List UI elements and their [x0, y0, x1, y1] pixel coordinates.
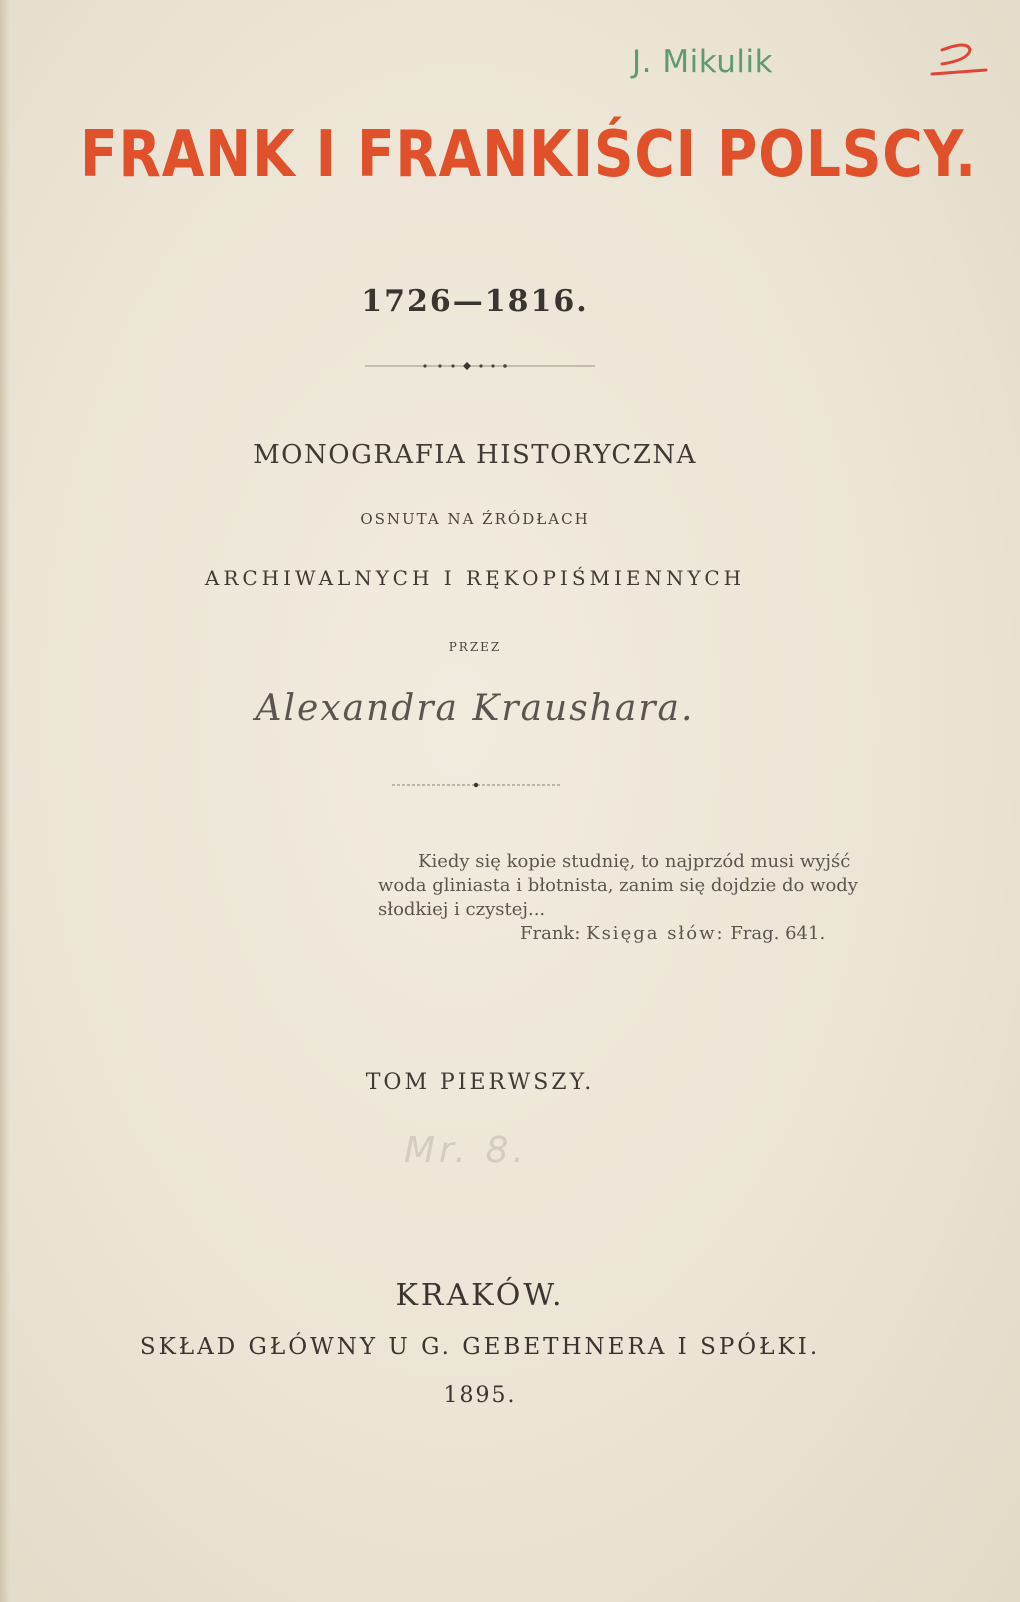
date-range: 1726—1816.	[361, 284, 589, 319]
subtitle-archives: ARCHIWALNYCH I RĘKOPIŚMIENNYCH	[204, 566, 746, 590]
epigraph-source	[378, 922, 898, 946]
epigraph	[378, 850, 898, 946]
red-pencil-mark	[928, 40, 990, 90]
epigraph-source-name: Frank:	[520, 923, 581, 944]
epigraph-line-2: woda gliniasta i błotnista, zanim się dojdzie do wody	[378, 875, 858, 896]
by-label: PRZEZ	[448, 640, 502, 654]
ornament-divider-top	[365, 359, 595, 373]
book-title: FRANK I FRANKIŚCI POLSCY.	[80, 118, 977, 192]
epigraph-source-book: Księga słów:	[586, 923, 725, 944]
pencil-annotation: Mr. 8.	[404, 1130, 528, 1171]
subtitle-monograph: MONOGRAFIA HISTORYCZNA	[253, 440, 697, 470]
imprint-city: KRAKÓW.	[395, 1278, 565, 1313]
epigraph-line-3: słodkiej i czystej...	[378, 899, 546, 920]
volume-label: TOM PIERWSZY.	[365, 1070, 595, 1095]
page-edge-shadow	[0, 0, 10, 1602]
ornament-divider-bottom	[392, 778, 560, 792]
author-name: Alexandra Kraushara.	[255, 688, 695, 729]
epigraph-line-1: Kiedy się kopie studnię, to najprzód musi wyjść	[418, 851, 851, 872]
imprint-publisher: SKŁAD GŁÓWNY U G. GEBETHNERA I SPÓŁKI.	[139, 1334, 821, 1360]
subtitle-sources: OSNUTA NA ŹRÓDŁACH	[360, 510, 590, 528]
owner-stamp: J. Mikulik	[632, 44, 774, 80]
epigraph-source-frag: Frag. 641.	[730, 923, 826, 944]
imprint-year: 1895.	[443, 1383, 517, 1408]
